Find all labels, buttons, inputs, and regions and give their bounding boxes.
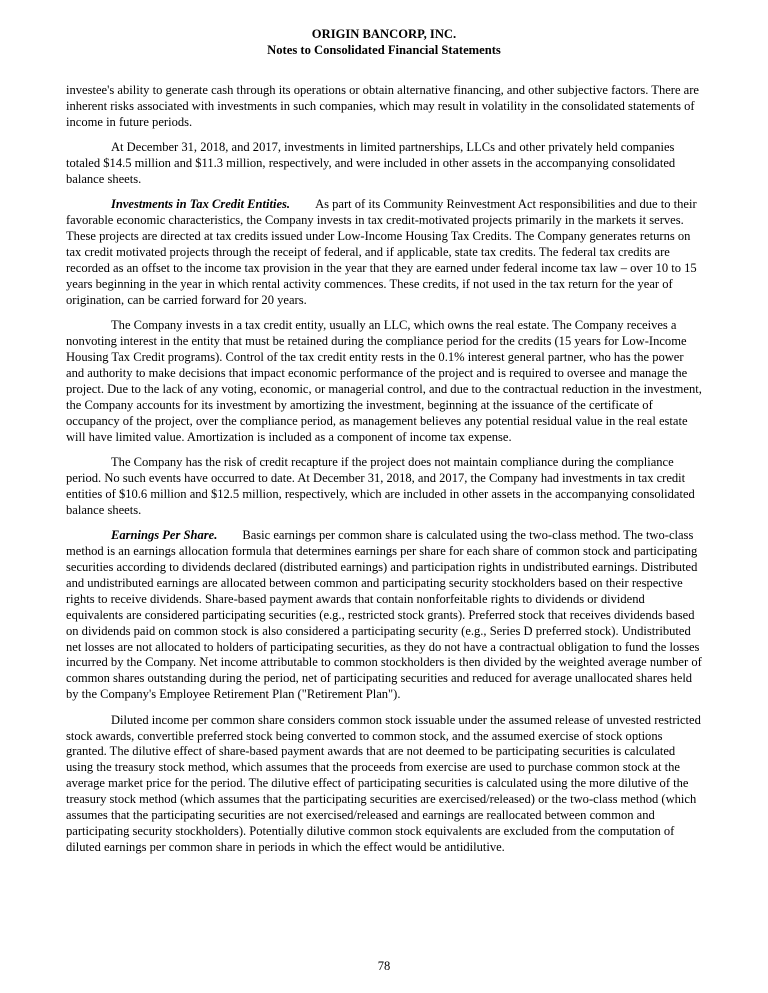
document-body: [66, 83, 702, 856]
paragraph-text: As part of its Community Reinvestment Act responsibilities and due to their favorable economic characteristics, the Company invests in tax credit-motivated projects primarily in the markets it serves. These projects are directed at tax credits issued under Low-Income Housing Tax Credits. The Company generates returns on tax credit motivated projects through the receipt of federal, and if applicable, state tax credits. The federal tax credits are recorded as an offset to the income tax provision in the year that they are earned under federal income tax law – over 10 to 15 years beginning in the year in which rental activity commences. These credits, if not used in the tax return for the year of origination, can be carried forward for 20 years.: [66, 197, 697, 307]
paragraph-credit-recapture: [66, 455, 702, 519]
page-footer: [0, 959, 768, 973]
paragraph-text: The Company has the risk of credit recapture if the project does not maintain compliance during the compliance period. No such events have occurred to date. At December 31, 2018, and 2017, the Company had investments in tax credit entities of $10.6 million and $12.5 million, respectively, which are included in other assets in the accompanying consolidated balance sheets.: [66, 455, 695, 517]
paragraph-text: investee's ability to generate cash through its operations or obtain alternative financing, and other subjective factors. There are inherent risks associated with investments in such companies, which may result in volatility in the consolidated statements of income in future periods.: [66, 83, 699, 129]
paragraph-diluted-income: [66, 713, 702, 856]
paragraph-earnings-per-share: [66, 528, 702, 703]
paragraph-investee-ability: [66, 83, 702, 131]
page-number: 78: [377, 959, 391, 973]
paragraph-text: Diluted income per common share considers common stock issuable under the assumed release of unvested restricted stock awards, convertible preferred stock being converted to common stock, and the assumed exercise of stock options granted. The dilutive effect of share-based payment awards that are not deemed to be participating securities is calculated using the treasury stock method, which assumes that the proceeds from exercise are used to purchase common stock at the average market price for the period. The dilutive effect of participating securities is calculated using the more dilutive of the treasury stock method (which assumes that the participating securities are exercised/released) or the two-class method (which assumes that the participating securities are not exercised/released and earnings are reallocated between common and participating security stockholders). Potentially dilutive common stock equivalents are excluded from the computation of diluted earnings per common share in periods in which the effect would be antidilutive.: [66, 712, 701, 854]
page-header: [0, 0, 768, 58]
company-name: ORIGIN BANCORP, INC.: [311, 27, 457, 41]
paragraph-tax-credit-entities: [66, 197, 702, 308]
paragraph-text: At December 31, 2018, and 2017, investments in limited partnerships, LLCs and other privately held companies totaled $14.5 million and $11.3 million, respectively, and were included in other assets in the accompanying consolidated balance sheets.: [66, 140, 676, 187]
runin-heading-earnings-per-share: Earnings Per Share.: [111, 528, 218, 543]
paragraph-text: The Company invests in a tax credit entity, usually an LLC, which owns the real estate. The Company receives a nonvoting interest in the entity that must be retained during the compliance period for the credits (15 years for Low-Income Housing Tax Credit programs). Control of the tax credit entity rests in the 0.1% interest general partner, who has the power and authority to make decisions that impact economic performance of the project and is required to oversee and manage the project. Due to the lack of any voting, economic, or managerial control, and due to the contractual reduction in the investment, the Company accounts for its investment by amortizing the investment, beginning at the issuance of the certificate of occupancy of the project, over the compliance period, as management believes any potential residual value in the real estate will have limited value. Amortization is included as a component of income tax expense.: [66, 318, 702, 444]
paragraph-tax-credit-entity-structure: [66, 318, 702, 445]
paragraph-partnership-investments: [66, 140, 702, 188]
document-title: Notes to Consolidated Financial Statements: [267, 43, 501, 57]
runin-heading-investments-tax-credit: Investments in Tax Credit Entities.: [111, 197, 291, 212]
paragraph-text: Basic earnings per common share is calculated using the two-class method. The two-class method is an earnings allocation formula that determines earnings per share for each share of common stock and participating securities according to dividends declared (distributed earnings) and participation rights in undistributed earnings. Distributed and undistributed earnings are allocated between common and participating security stockholders based on their respective rights to receive dividends. Share-based payment awards that contain nonforfeitable rights to dividends or dividend equivalents are considered participating securities (e.g., restricted stock grants). Preferred stock that receives dividends based on dividends paid on common stock is also considered a participating security (e.g., Series D preferred stock). Undistributed net losses are not allocated to holders of participating securities, as they do not have a contractual obligation to fund the losses incurred by the Company. Net income attributable to common stockholders is then divided by the weighted average number of common shares outstanding during the period, net of participating securities and reduced for average unallocated shares held by the Company's Employee Retirement Plan ("Retirement Plan").: [66, 528, 702, 702]
